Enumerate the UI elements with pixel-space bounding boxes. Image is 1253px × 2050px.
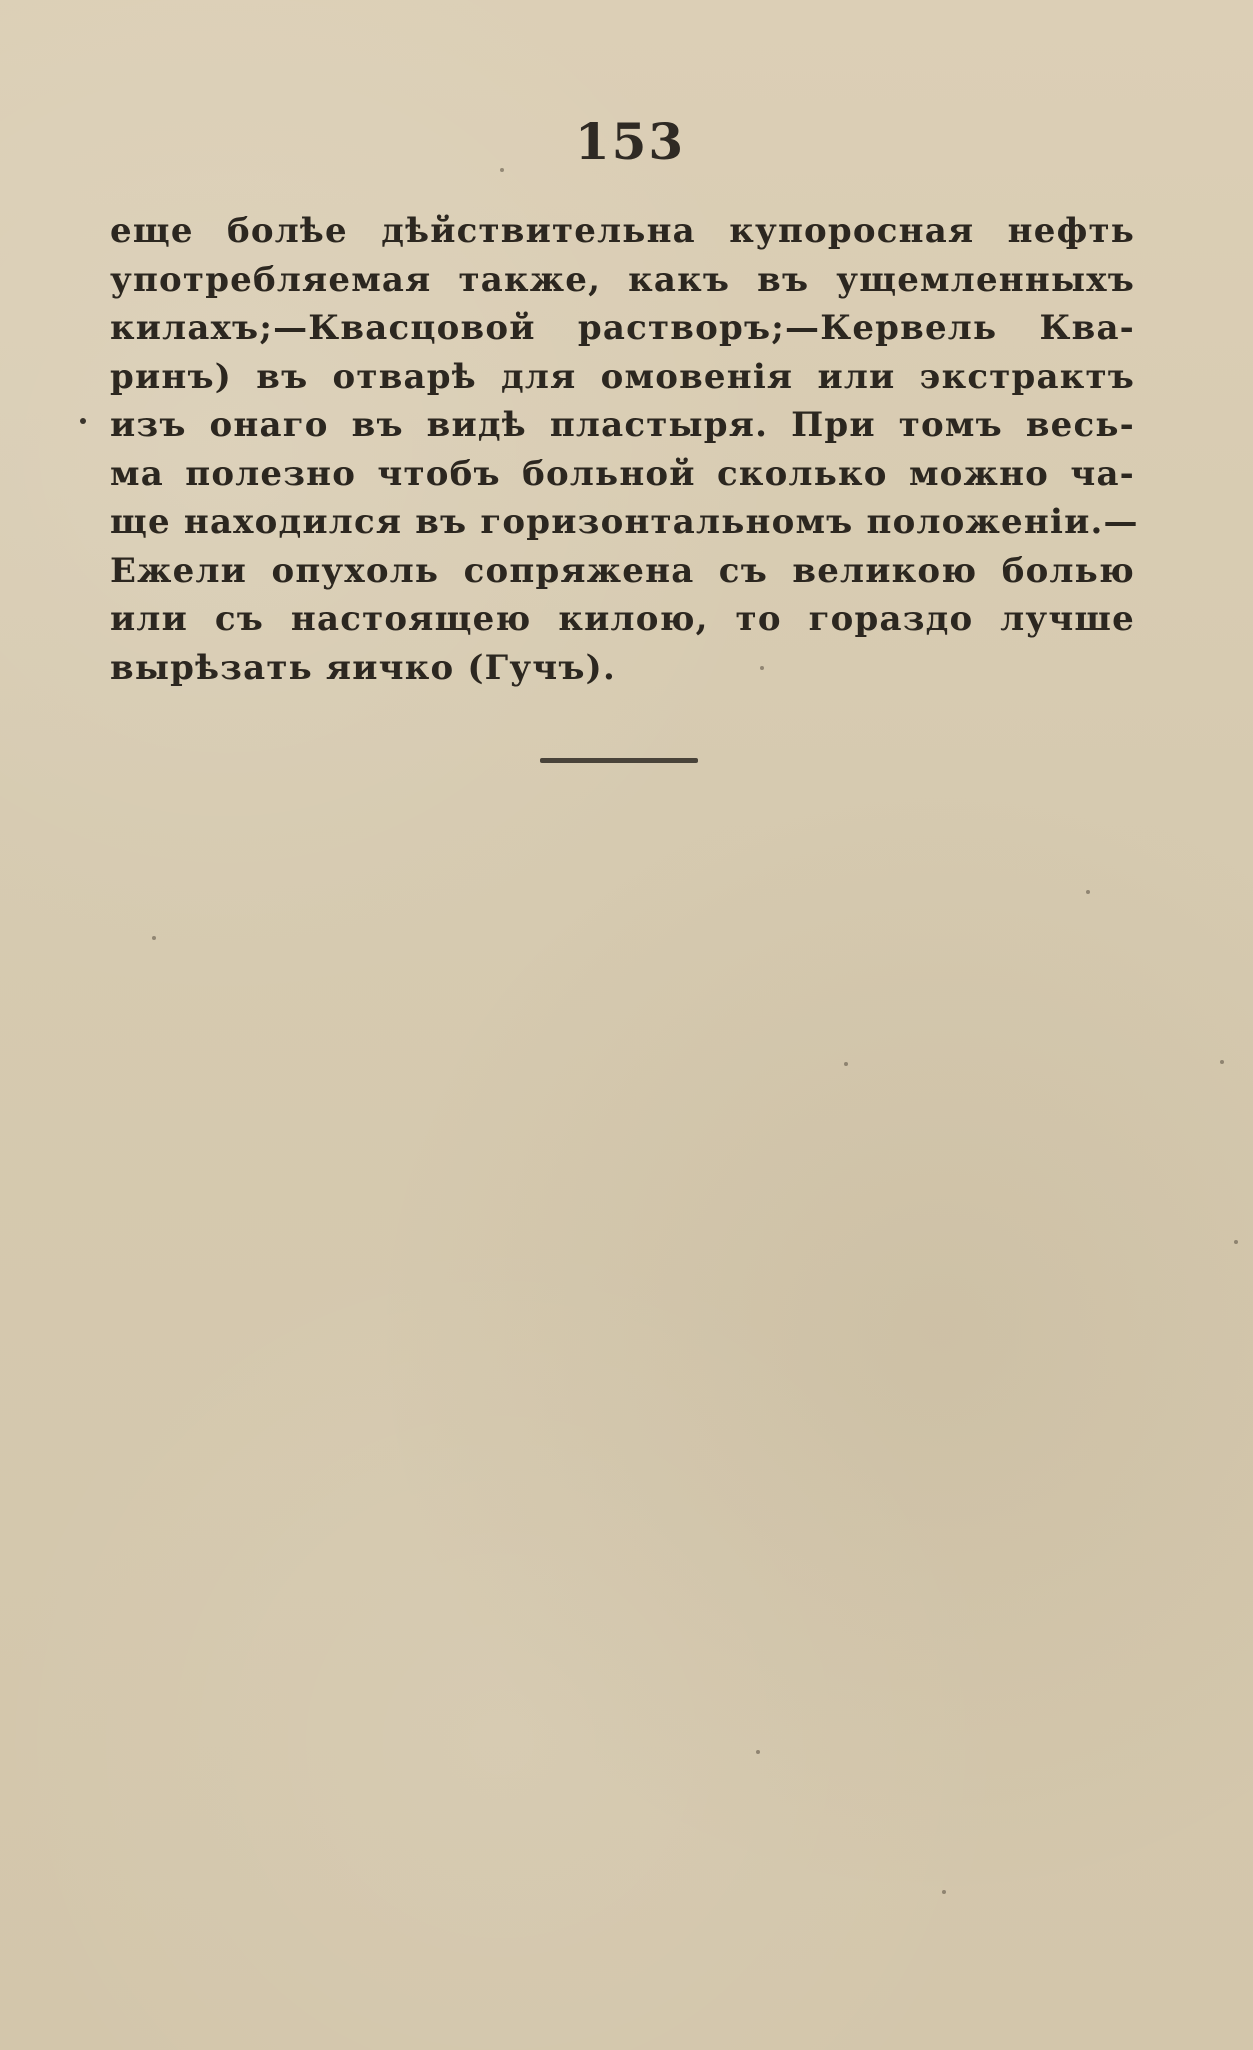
text-line: вырѣзать яичко (Гучъ).: [110, 647, 617, 688]
paper-speck: [1234, 1240, 1238, 1244]
text-line: ринъ) въ отварѣ для омовенія или экстрактъ: [110, 356, 1135, 397]
text-line: еще болѣе дѣйствительна купоросная нефть: [110, 211, 1135, 251]
paper-speck: [942, 1890, 946, 1894]
page-number: 153: [574, 112, 686, 171]
section-divider: [540, 758, 698, 763]
paper-speck: [1220, 1060, 1224, 1064]
paper-speck: [500, 168, 504, 172]
paper-speck: [844, 1062, 848, 1066]
paper-speck: [152, 936, 156, 940]
text-line: изъ онаго въ видѣ пластыря. При томъ весь-: [110, 405, 1135, 445]
body-text: [110, 207, 1139, 692]
text-line: килахъ;—Квасцовой растворъ;—Кервель Ква-: [110, 308, 1135, 348]
text-line: употребляемая также, какъ въ ущемленныхъ: [110, 259, 1135, 300]
paper-speck: [1086, 890, 1090, 894]
text-line: ще находился въ горизонтальномъ положеніи.—: [110, 502, 1139, 542]
text-line: ма полезно чтобъ больной сколько можно ча-: [110, 453, 1135, 494]
text-line: Ежели опухоль сопряжена съ великою болью: [110, 550, 1135, 591]
paper-speck: [756, 1750, 760, 1754]
text-line: или съ настоящею килою, то гораздо лучше: [110, 599, 1135, 639]
margin-mark: [80, 418, 86, 424]
